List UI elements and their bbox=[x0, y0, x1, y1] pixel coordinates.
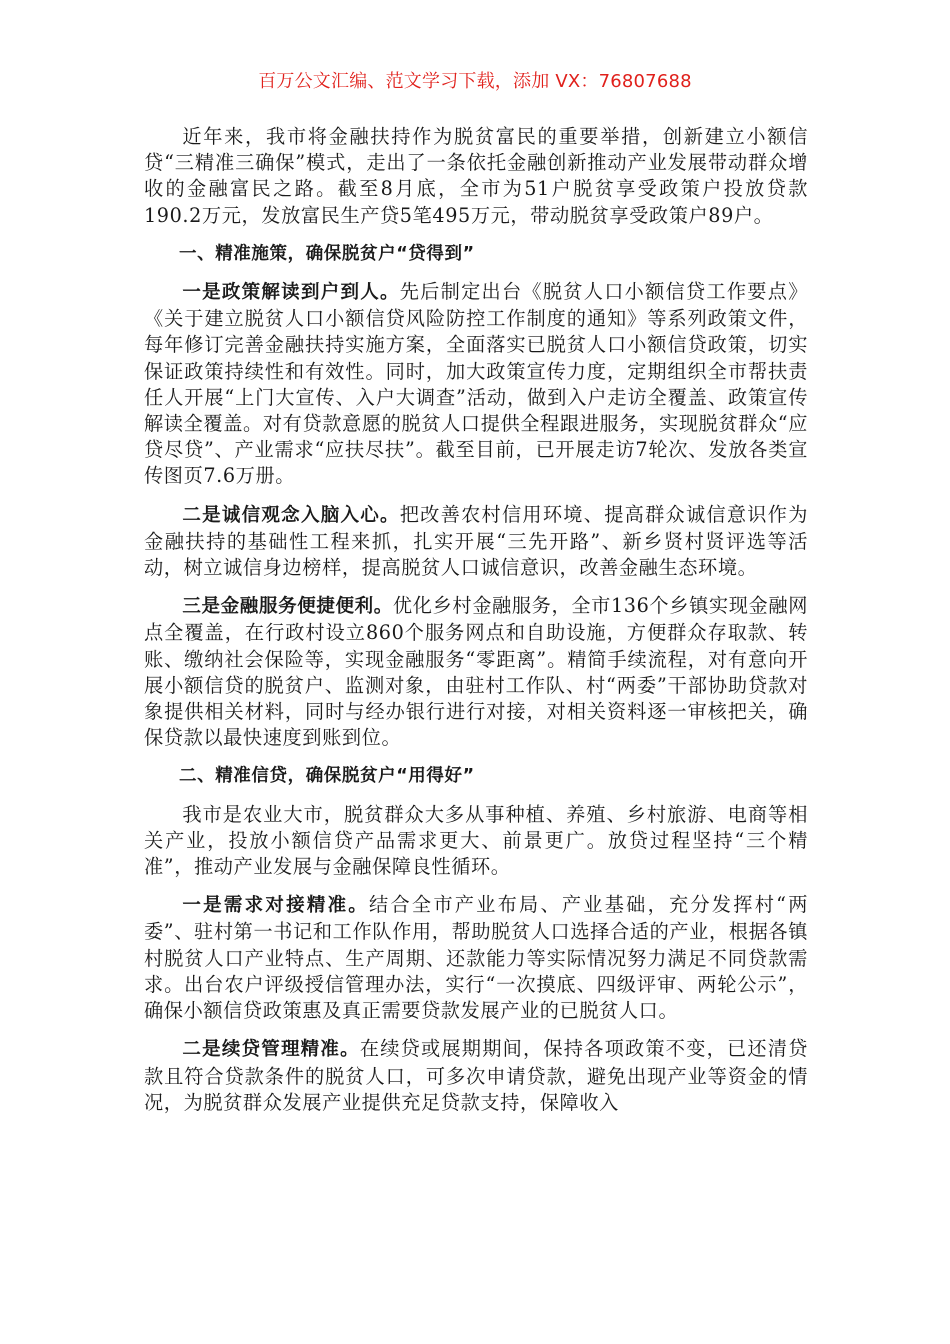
paragraph-text: 结合全市产业布局、产业基础，充分发挥村“两委”、驻村第一书记和工作队作用，帮助脱贫人口选择合适的产业，根据各镇村脱贫人口产业特点、生产周期、还款能力等实际情况努力满足不同贷款需求。出台农户评级授信管理办法，实行“一次摸底、四级评审、两轮公示”，确保小额信贷政策惠及真正需要贷款发展产业的已脱贫人口。 bbox=[144, 893, 808, 1023]
section-2-heading: 二、精准信贷，确保脱贫户“用得好” bbox=[179, 766, 475, 787]
paragraph-lead: 一是需求对接精准。 bbox=[182, 895, 370, 917]
section-1-heading: 一、精准施策，确保脱贫户“贷得到” bbox=[179, 243, 475, 264]
paragraph-lead: 二是诚信观念入脑入心。 bbox=[182, 504, 400, 526]
section-1-paragraph-2 bbox=[144, 502, 808, 582]
paragraph-text: 把改善农村信用环境、提高群众诚信意识作为金融扶持的基础性工程来抓，扎实开展“三先开路”、新乡贤村贤评选等活动，树立诚信身边榜样，提高脱贫人口诚信意识，改善金融生态环境。 bbox=[144, 502, 808, 580]
section-2-paragraph-2 bbox=[144, 1036, 808, 1116]
paragraph-lead: 三是金融服务便捷便利。 bbox=[182, 596, 393, 618]
paragraph-lead: 一是政策解读到户到人。 bbox=[182, 282, 400, 304]
document-body bbox=[144, 124, 808, 1128]
intro-paragraph: 近年来，我市将金融扶持作为脱贫富民的重要举措，创新建立小额信贷“三精准三确保”模式，走出了一条依托金融创新推动产业发展带动群众增收的金融富民之路。截至8月底，全市为51户脱贫享受政策户投放贷款190.2万元，发放富民生产贷5笔495万元，带动脱贫享受政策户89户。 bbox=[144, 125, 808, 227]
section-2-intro: 我市是农业大市，脱贫群众大多从事种植、养殖、乡村旅游、电商等相关产业，投放小额信贷产品需求更大、前景更广。放贷过程坚持“三个精准”，推动产业发展与金融保障良性循环。 bbox=[144, 802, 808, 879]
section-1-paragraph-3 bbox=[144, 593, 808, 751]
section-2-paragraph-1 bbox=[144, 892, 808, 1024]
watermark-header: 百万公文汇编、范文学习下载，添加 VX：76807688 bbox=[258, 71, 692, 92]
section-1-paragraph-1 bbox=[144, 279, 808, 490]
paragraph-text: 先后制定出台《脱贫人口小额信贷工作要点》《关于建立脱贫人口小额信贷风险防控工作制度的通知》等系列政策文件，每年修订完善金融扶持实施方案，全面落实已脱贫人口小额信贷政策，切实保证政策持续性和有效性。同时，加大政策宣传力度，定期组织全市帮扶责任人开展“上门大宣传、入户大调查”活动，做到入户走访全覆盖、政策宣传解读全覆盖。对有贷款意愿的脱贫人口提供全程跟进服务，实现脱贫群众“应贷尽贷”、产业需求“应扶尽扶”。截至目前，已开展走访7轮次、发放各类宣传图页7.6万册。 bbox=[144, 280, 808, 488]
paragraph-text: 在续贷或展期期间，保持各项政策不变，已还清贷款且符合贷款条件的脱贫人口，可多次申请贷款，避免出现产业等资金的情况，为脱贫群众发展产业提供充足贷款支持，保障收入 bbox=[144, 1037, 808, 1114]
paragraph-text: 优化乡村金融服务，全市136个乡镇实现金融网点全覆盖，在行政村设立860个服务网点和自助设施，方便群众存取款、转账、缴纳社会保险等，实现金融服务“零距离”。精简手续流程，对有意向开展小额信贷的脱贫户、监测对象，由驻村工作队、村“两委”干部协助贷款对象提供相关材料，同时与经办银行进行对接，对相关资料逐一审核把关，确保贷款以最快速度到账到位。 bbox=[144, 594, 808, 750]
paragraph-lead: 二是续贷管理精准。 bbox=[182, 1039, 360, 1061]
